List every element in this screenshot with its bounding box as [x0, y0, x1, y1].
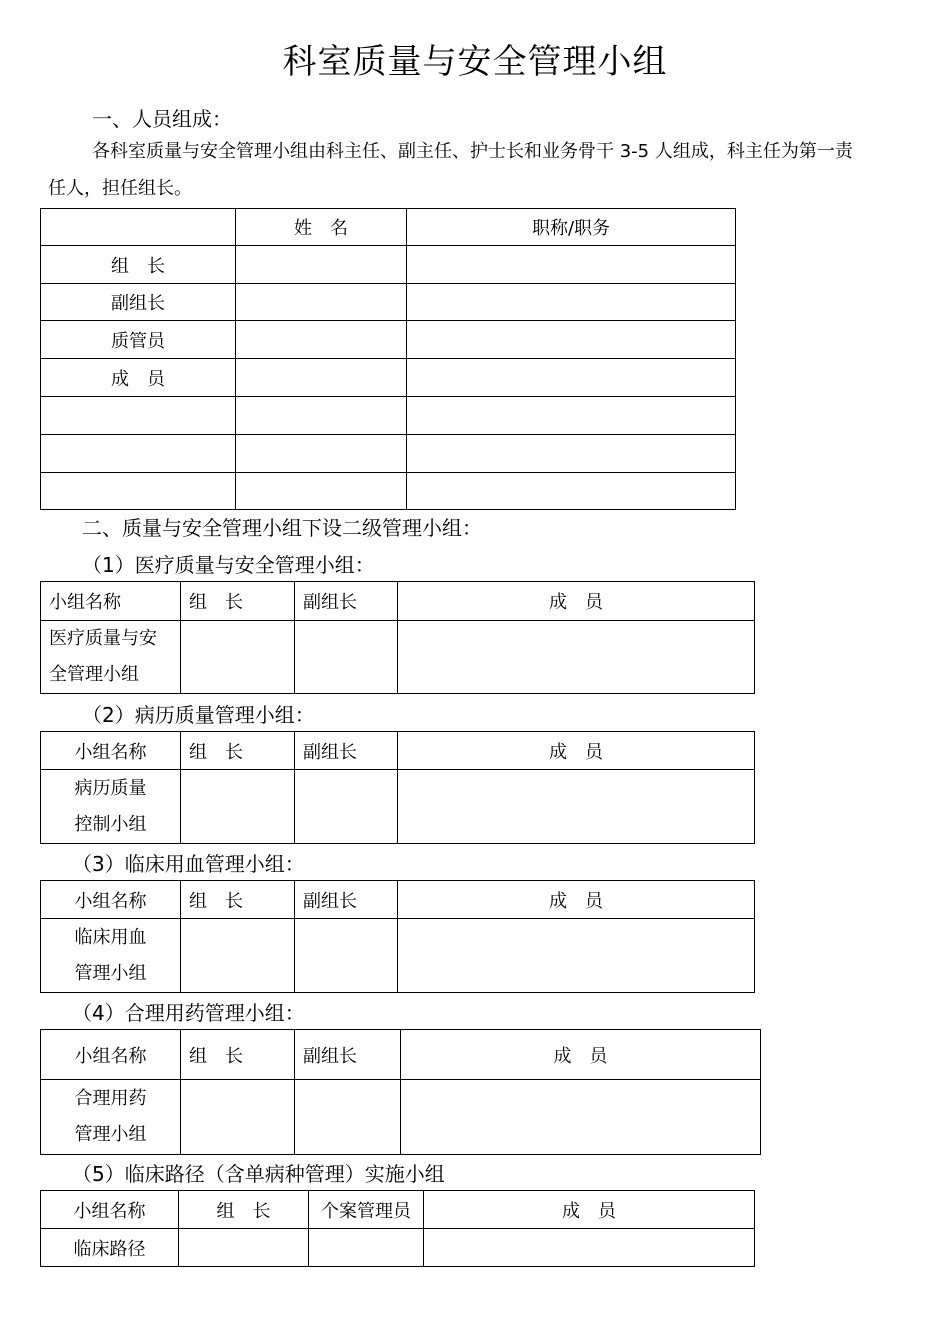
table-row: [41, 919, 755, 993]
table-row: [41, 770, 755, 844]
group-name-line2: 控制小组: [74, 813, 147, 835]
header-cell-deputy: 副组长: [295, 1030, 401, 1080]
table-header-row: [41, 1030, 761, 1080]
members-cell[interactable]: [398, 770, 755, 844]
role-cell: 组 长: [41, 246, 236, 284]
group-name-line2: 全管理小组: [49, 664, 139, 685]
group4-heading: （4）合理用药管理小组：: [72, 1001, 305, 1025]
name-cell[interactable]: [236, 321, 407, 359]
header-cell-case-manager: 个案管理员: [309, 1191, 424, 1229]
members-cell[interactable]: [401, 1080, 761, 1155]
table-header-row: [41, 1191, 755, 1229]
page-title: 科室质量与安全管理小组: [282, 42, 668, 82]
personnel-table: [40, 208, 736, 510]
leader-cell[interactable]: [181, 919, 295, 993]
header-cell-leader: 组 长: [181, 1030, 295, 1080]
header-cell-members: 成 员: [424, 1191, 755, 1229]
header-cell-role: [41, 209, 236, 246]
members-cell[interactable]: [424, 1229, 755, 1267]
group-name-cell: [41, 621, 181, 694]
section1-paragraph-line1: 各科室质量与安全管理小组由科主任、副主任、护士长和业务骨干 3-5 人组成，科主任为第一责: [92, 141, 853, 162]
header-cell-members: 成 员: [398, 881, 755, 919]
group5-heading: （5）临床路径（含单病种管理）实施小组: [72, 1162, 445, 1186]
group4-table: [40, 1029, 761, 1155]
header-cell-deputy: 副组长: [295, 881, 398, 919]
group-name-cell: [41, 1080, 181, 1155]
title-cell[interactable]: [407, 359, 736, 397]
leader-cell[interactable]: [181, 621, 295, 694]
title-cell[interactable]: [407, 397, 736, 435]
group3-table: [40, 880, 755, 993]
table-row: [41, 246, 736, 284]
title-cell[interactable]: [407, 321, 736, 359]
group-name-cell: 临床路径: [41, 1229, 179, 1267]
header-cell-leader: 组 长: [181, 732, 295, 770]
name-cell[interactable]: [236, 397, 407, 435]
name-cell[interactable]: [236, 435, 407, 473]
role-cell: 成 员: [41, 359, 236, 397]
leader-cell[interactable]: [181, 1080, 295, 1155]
members-cell[interactable]: [398, 621, 755, 694]
table-row: [41, 397, 736, 435]
header-cell-leader: 组 长: [181, 881, 295, 919]
section2-heading: 二、质量与安全管理小组下设二级管理小组：: [82, 516, 482, 540]
table-row: [41, 1080, 761, 1155]
name-cell[interactable]: [236, 284, 407, 321]
role-cell[interactable]: [41, 397, 236, 435]
table-row: [41, 621, 755, 694]
group-name-line1: 医疗质量与安: [49, 628, 157, 649]
group1-heading: （1）医疗质量与安全管理小组：: [82, 553, 375, 577]
group-name-line1: 病历质量: [74, 777, 147, 799]
group3-heading: （3）临床用血管理小组：: [72, 852, 305, 876]
title-cell[interactable]: [407, 435, 736, 473]
group5-table: [40, 1190, 755, 1267]
deputy-cell[interactable]: [295, 1080, 401, 1155]
header-cell-group-name: 小组名称: [41, 582, 181, 621]
table-row: [41, 435, 736, 473]
group2-table: [40, 731, 755, 844]
header-cell-members: 成 员: [401, 1030, 761, 1080]
deputy-cell[interactable]: [295, 621, 398, 694]
title-cell[interactable]: [407, 473, 736, 510]
deputy-cell[interactable]: [295, 919, 398, 993]
group-name-line1: 临床用血: [74, 926, 147, 948]
header-cell-group-name: 小组名称: [41, 732, 181, 770]
role-cell: 质管员: [41, 321, 236, 359]
title-cell[interactable]: [407, 284, 736, 321]
table-row: [41, 321, 736, 359]
table-row: [41, 1229, 755, 1267]
group-name-cell: [41, 770, 181, 844]
header-cell-leader: 组 长: [179, 1191, 309, 1229]
group-name-line2: 管理小组: [74, 1124, 147, 1145]
section1-paragraph-line2: 任人，担任组长。: [48, 178, 192, 199]
table-row: [41, 284, 736, 321]
header-cell-group-name: 小组名称: [41, 1191, 179, 1229]
group-name-cell: [41, 919, 181, 993]
group2-heading: （2）病历质量管理小组：: [82, 703, 315, 727]
header-cell-name: 姓 名: [236, 209, 407, 246]
header-cell-deputy: 副组长: [295, 732, 398, 770]
table-header-row: [41, 582, 755, 621]
group-name-line2: 管理小组: [74, 962, 147, 984]
members-cell[interactable]: [398, 919, 755, 993]
table-row: [41, 359, 736, 397]
header-cell-group-name: 小组名称: [41, 881, 181, 919]
case-manager-cell[interactable]: [309, 1229, 424, 1267]
leader-cell[interactable]: [181, 770, 295, 844]
role-cell[interactable]: [41, 473, 236, 510]
section1-heading: 一、人员组成：: [92, 107, 232, 131]
header-cell-title: 职称/职务: [407, 209, 736, 246]
name-cell[interactable]: [236, 473, 407, 510]
leader-cell[interactable]: [179, 1229, 309, 1267]
header-cell-members: 成 员: [398, 732, 755, 770]
header-cell-group-name: 小组名称: [41, 1030, 181, 1080]
header-cell-members: 成 员: [398, 582, 755, 621]
table-header-row: [41, 881, 755, 919]
name-cell[interactable]: [236, 246, 407, 284]
title-cell[interactable]: [407, 246, 736, 284]
table-row: [41, 473, 736, 510]
deputy-cell[interactable]: [295, 770, 398, 844]
header-cell-leader: 组 长: [181, 582, 295, 621]
role-cell: 副组长: [41, 284, 236, 321]
group-name-line1: 合理用药: [74, 1088, 147, 1109]
name-cell[interactable]: [236, 359, 407, 397]
table-header-row: [41, 732, 755, 770]
role-cell[interactable]: [41, 435, 236, 473]
table-header-row: [41, 209, 736, 246]
header-cell-deputy: 副组长: [295, 582, 398, 621]
group1-table: [40, 581, 755, 694]
